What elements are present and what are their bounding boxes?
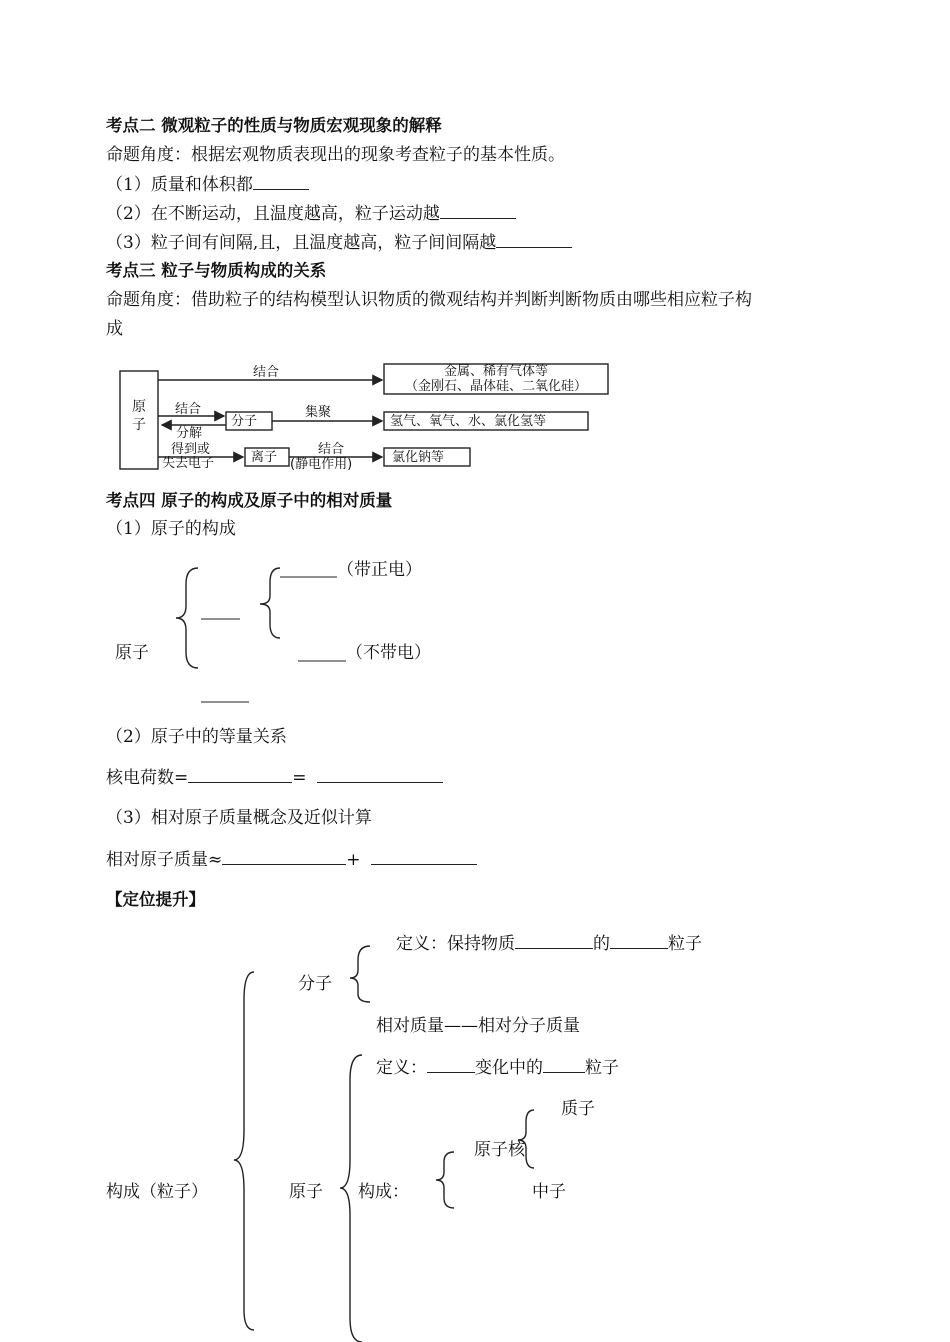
section-2-item-2: （2）在不断运动，且温度越高，粒子运动越	[106, 202, 516, 225]
construct-label: 构成：	[358, 1182, 409, 1202]
answer-blank[interactable]	[543, 1056, 585, 1073]
diagram-combine-top: 结合	[253, 365, 280, 380]
section-3-angle-line1: 命题角度：借助粒子的结构模型认识物质的微观结构并判断判断物质由哪些相应粒子构	[106, 290, 752, 310]
diagram-gain-line1: 得到或	[171, 442, 211, 457]
section-2-item-1: （1）质量和体积都	[106, 173, 309, 196]
diagram-decompose: 分解	[176, 426, 203, 441]
diagram-gain-line2: 失去电子	[162, 456, 215, 471]
section-2-item-3: （3）粒子间有间隔,且，且温度越高，粒子间间隔越	[106, 231, 572, 254]
atom-definition: 定义： 变化中的 粒子	[376, 1058, 619, 1078]
molecule-label: 分子	[298, 974, 332, 994]
molecule-relative-mass: 相对质量——相对分子质量	[376, 1016, 580, 1036]
answer-blank[interactable]	[610, 932, 668, 949]
molecule-definition: 定义：保持物质 的 粒子	[396, 934, 702, 954]
atom-summary-label: 原子	[289, 1182, 323, 1202]
atom-label: 原子	[115, 643, 149, 663]
diagram-molecule: 分子	[231, 414, 258, 429]
diagram-atom-label: 原子	[132, 399, 146, 433]
neutron-charge-label: （不带电）	[346, 643, 431, 663]
diagram-metal-line1: 金属、稀有气体等	[443, 364, 548, 379]
diagram-salt: 氯化钠等	[392, 450, 445, 465]
neutron-label: 中子	[532, 1182, 566, 1202]
answer-blank[interactable]	[515, 932, 593, 949]
composition-label: 构成（粒子）	[106, 1182, 208, 1202]
diagram-combine-bottom: 结合	[318, 442, 345, 457]
section-2-angle: 命题角度：根据宏观物质表现出的现象考查粒子的基本性质。	[106, 145, 565, 165]
diagram-metal-line2: （金刚石、晶体硅、二氧化硅）	[404, 379, 587, 394]
section-4-heading: 考点四 原子的构成及原子中的相对质量	[106, 491, 393, 510]
nucleus-label: 原子核	[474, 1140, 525, 1160]
diagram-electrostatic: (静电作用)	[290, 457, 353, 472]
mass-equation: 相对原子质量≈ +	[106, 848, 477, 871]
proton-charge-label: （带正电）	[337, 560, 422, 580]
summary-heading: 【定位提升】	[106, 890, 205, 909]
section-3-heading: 考点三 粒子与物质构成的关系	[106, 261, 327, 280]
charge-equation: 核电荷数= =	[106, 766, 443, 789]
section-4-sub2: （2）原子中的等量关系	[106, 727, 287, 747]
proton-label: 质子	[561, 1099, 595, 1119]
answer-blank[interactable]	[427, 1056, 475, 1073]
diagram-gather: 集聚	[305, 405, 332, 420]
diagram-gases: 氢气、氧气、水、氯化氢等	[390, 414, 547, 429]
section-3-angle-line2: 成	[106, 319, 123, 339]
diagram-combine-mid: 结合	[175, 402, 202, 417]
diagram-ion: 离子	[251, 450, 278, 465]
section-4-sub1: （1）原子的构成	[106, 519, 236, 539]
section-4-sub3: （3）相对原子质量概念及近似计算	[106, 808, 372, 828]
section-2-heading: 考点二 微观粒子的性质与物质宏观现象的解释	[106, 116, 442, 135]
